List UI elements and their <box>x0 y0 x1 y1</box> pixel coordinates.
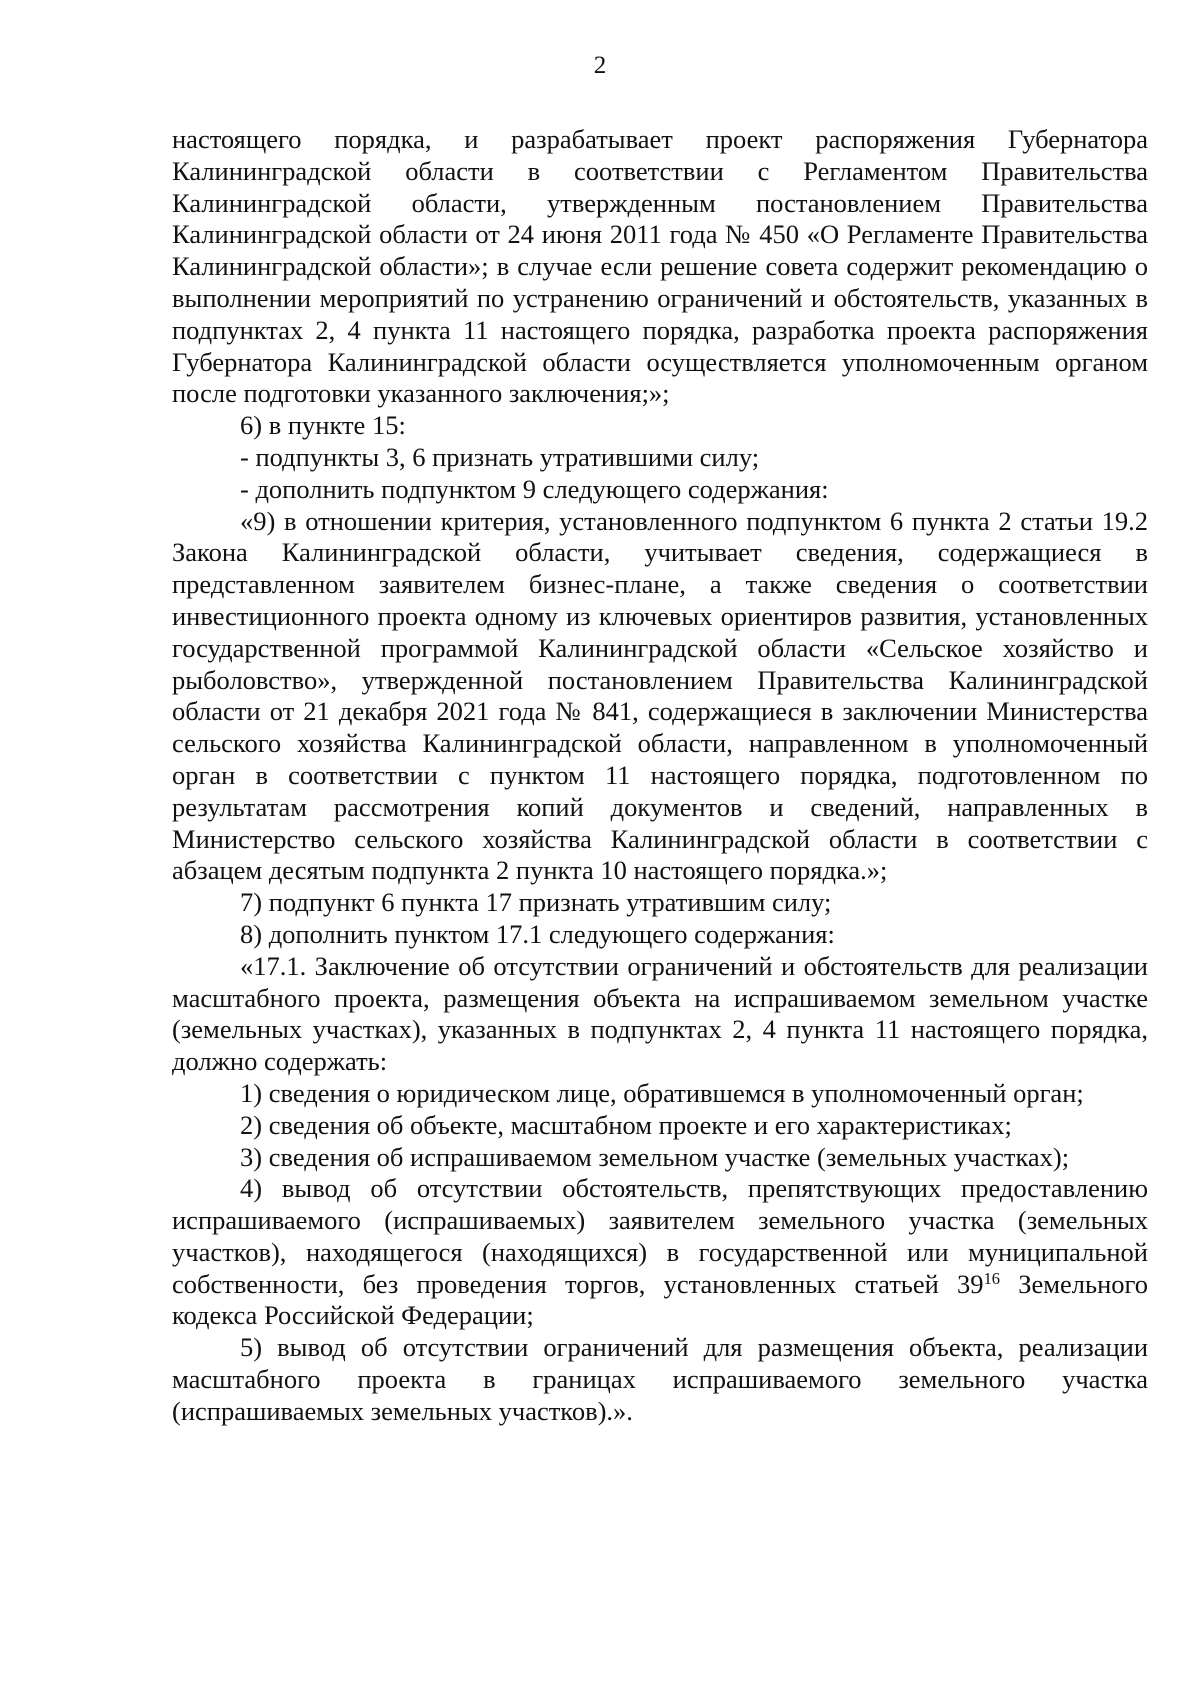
paragraph-dash-add-subpoint: - дополнить подпунктом 9 следующего содержания: <box>240 473 829 504</box>
paragraph-item-8: 8) дополнить пунктом 17.1 следующего содержания: <box>240 918 835 949</box>
paragraph-list-item-1: 1) сведения о юридическом лице, обратившемся в уполномоченный орган; <box>240 1077 1084 1108</box>
paragraph-list-item-2: 2) сведения об объекте, масштабном проекте и его характеристиках; <box>240 1109 1012 1140</box>
article-superscript: 16 <box>983 1268 1000 1288</box>
paragraph-continuation: настоящего порядка, и разрабатывает проект распоряжения Губернатора Калининградской области в соответствии с Регламентом Правительства Калининградской области, утвержденным постановлением Правительства Калининградской области от 24 июня 2011 года № 450 «О Регламенте Правительства Калининградской области»; в случае если решение совета содержит рекомендацию о выполнении мероприятий по устранению ограничений и обстоятельств, указанных в подпунктах 2, 4 пункта 11 настоящего порядка, разработка проекта распоряжения Губернатора Калининградской области осуществляется уполномоченным органом после подготовки указанного заключения;»; <box>172 124 1148 409</box>
paragraph-subpoint-9: «9) в отношении критерия, установленного подпунктом 6 пункта 2 статьи 19.2 Закона Калининградской области, учитывает сведения, содержащиеся в представленном заявителем бизнес-плане, а также сведения о соответствии инвестиционного проекта одному из ключевых ориентиров развития, установленных государственной программой Калининградской области «Сельское хозяйство и рыболовство», утвержденной постановлением Правительства Калининградской области от 21 декабря 2021 года № 841, содержащиеся в заключении Министерства сельского хозяйства Калининградской области, направленном в уполномоченный орган в соответствии с пунктом 11 настоящего порядка, подготовленном по результатам рассмотрения копий документов и сведений, направленных в Министерство сельского хозяйства Калининградской области в соответствии с абзацем десятым подпункта 2 пункта 10 настоящего порядка.»; <box>172 505 1148 886</box>
paragraph-list-item-5: 5) вывод об отсутствии ограничений для размещения объекта, реализации масштабного проекта в границах испрашиваемого земельного участка (испрашиваемых земельных участков).». <box>172 1332 1148 1426</box>
paragraph-item-6: 6) в пункте 15: <box>240 410 406 441</box>
paragraph-point-17-1: «17.1. Заключение об отсутствии ограничений и обстоятельств для реализации масштабного проекта, размещения объекта на испрашиваемом земельном участке (земельных участках), указанных в подпунктах 2, 4 пункта 11 настоящего порядка, должно содержать: <box>172 950 1148 1077</box>
page-number: 2 <box>593 52 607 79</box>
paragraph-list-item-3: 3) сведения об испрашиваемом земельном участке (земельных участках); <box>240 1141 1070 1172</box>
paragraph-item-7: 7) подпункт 6 пункта 17 признать утратившим силу; <box>240 887 832 918</box>
list-item-4-text-end: Земельного кодекса Российской Федерации; <box>172 1268 1148 1331</box>
paragraph-list-item-4 <box>172 1173 1148 1332</box>
document-body <box>172 124 1148 1428</box>
list-item-4-text: 4) вывод об отсутствии обстоятельств, препятствующих предоставлению испрашиваемого (испрашиваемых) заявителем земельного участка (земельных участков), находящегося (находящихся) в государственной или муниципальной собственности, без проведения торгов, установленных статьей 39 <box>172 1173 1148 1299</box>
paragraph-dash-subpoints: - подпункты 3, 6 признать утратившими силу; <box>240 441 760 472</box>
